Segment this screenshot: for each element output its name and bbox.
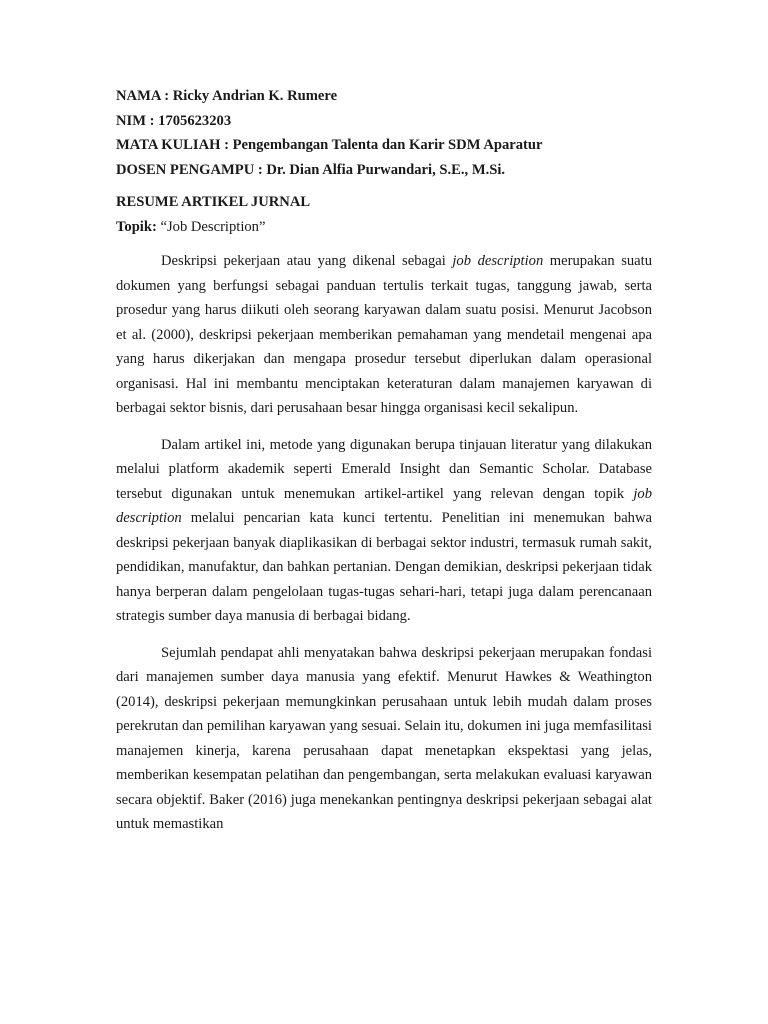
paragraph-2 — [116, 433, 652, 629]
paragraph-3-text-a: Sejumlah pendapat ahli menyatakan bahwa deskripsi pekerjaan merupakan fondasi dari manajemen sumber daya manusia yang efektif. Menurut Hawkes & Weathington (2014), deskripsi pekerjaan memungkinkan perusahaan untuk lebih mudah dalam proses perekrutan dan pemilihan karyawan yang sesuai. Selain itu, dokumen ini juga memfasilitasi manajemen kinerja, karena perusahaan dapat menetapkan ekspektasi yang jelas, memberikan kesempatan pelatihan dan pengembangan, serta melakukan evaluasi karyawan secara objektif. Baker (2016) juga menekankan pentingnya deskripsi pekerjaan sebagai alat untuk memastikan — [116, 644, 652, 832]
paragraph-1-text-b: merupakan suatu dokumen yang berfungsi sebagai panduan tertulis terkait tugas, tanggung jawab, serta prosedur yang harus diikuti oleh seorang karyawan dalam suatu posisi. Menurut Jacobson et al. (2000), deskripsi pekerjaan memberikan pemahaman yang mendetail mengenai apa yang harus dikerjakan dan mengapa prosedur tersebut diperlukan dalam operasional organisasi. Hal ini membantu menciptakan keteraturan dalam manajemen karyawan di berbagai sektor bisnis, dari perusahaan besar hingga organisasi kecil sekalipun. — [116, 253, 652, 416]
student-id: NIM : 1705623203 — [116, 112, 232, 129]
topic-label: Topik: — [116, 218, 157, 235]
paragraph-1-italic: job description — [452, 253, 544, 269]
paragraph-2-text-a: Dalam artikel ini, metode yang digunakan berupa tinjauan literatur yang dilakukan melalui platform akademik seperti Emerald Insight dan Semantic Scholar. Database tersebut digunakan untuk menemukan artikel-artikel yang relevan dengan topik — [116, 436, 652, 502]
paragraph-3 — [116, 641, 652, 837]
student-name: NAMA : Ricky Andrian K. Rumere — [116, 88, 338, 104]
document-page — [116, 84, 652, 849]
section-title: RESUME ARTIKEL JURNAL — [116, 194, 311, 210]
student-info — [116, 84, 652, 182]
paragraph-1-text-a: Deskripsi pekerjaan atau yang dikenal sebagai — [161, 253, 453, 269]
paragraph-2-italic: job description — [116, 485, 652, 526]
lecturer-name: DOSEN PENGAMPU : Dr. Dian Alfia Purwandari, S.E., M.Si. — [116, 161, 506, 178]
course-name: MATA KULIAH : Pengembangan Talenta dan Karir SDM Aparatur — [116, 137, 543, 153]
paragraph-1 — [116, 249, 652, 421]
paragraph-2-text-b: melalui pencarian kata kunci tertentu. Penelitian ini menemukan bahwa deskripsi pekerjaan banyak diaplikasikan di berbagai sektor industri, termasuk rumah sakit, pendidikan, manufaktur, dan bahkan pertanian. Dengan demikian, deskripsi pekerjaan tidak hanya berperan dalam pengelolaan tugas-tugas sehari-hari, tetapi juga dalam perencanaan strategis sumber daya manusia di berbagai bidang. — [116, 510, 652, 624]
topic-value: “Job Description” — [156, 218, 266, 235]
topic-line — [116, 215, 652, 240]
